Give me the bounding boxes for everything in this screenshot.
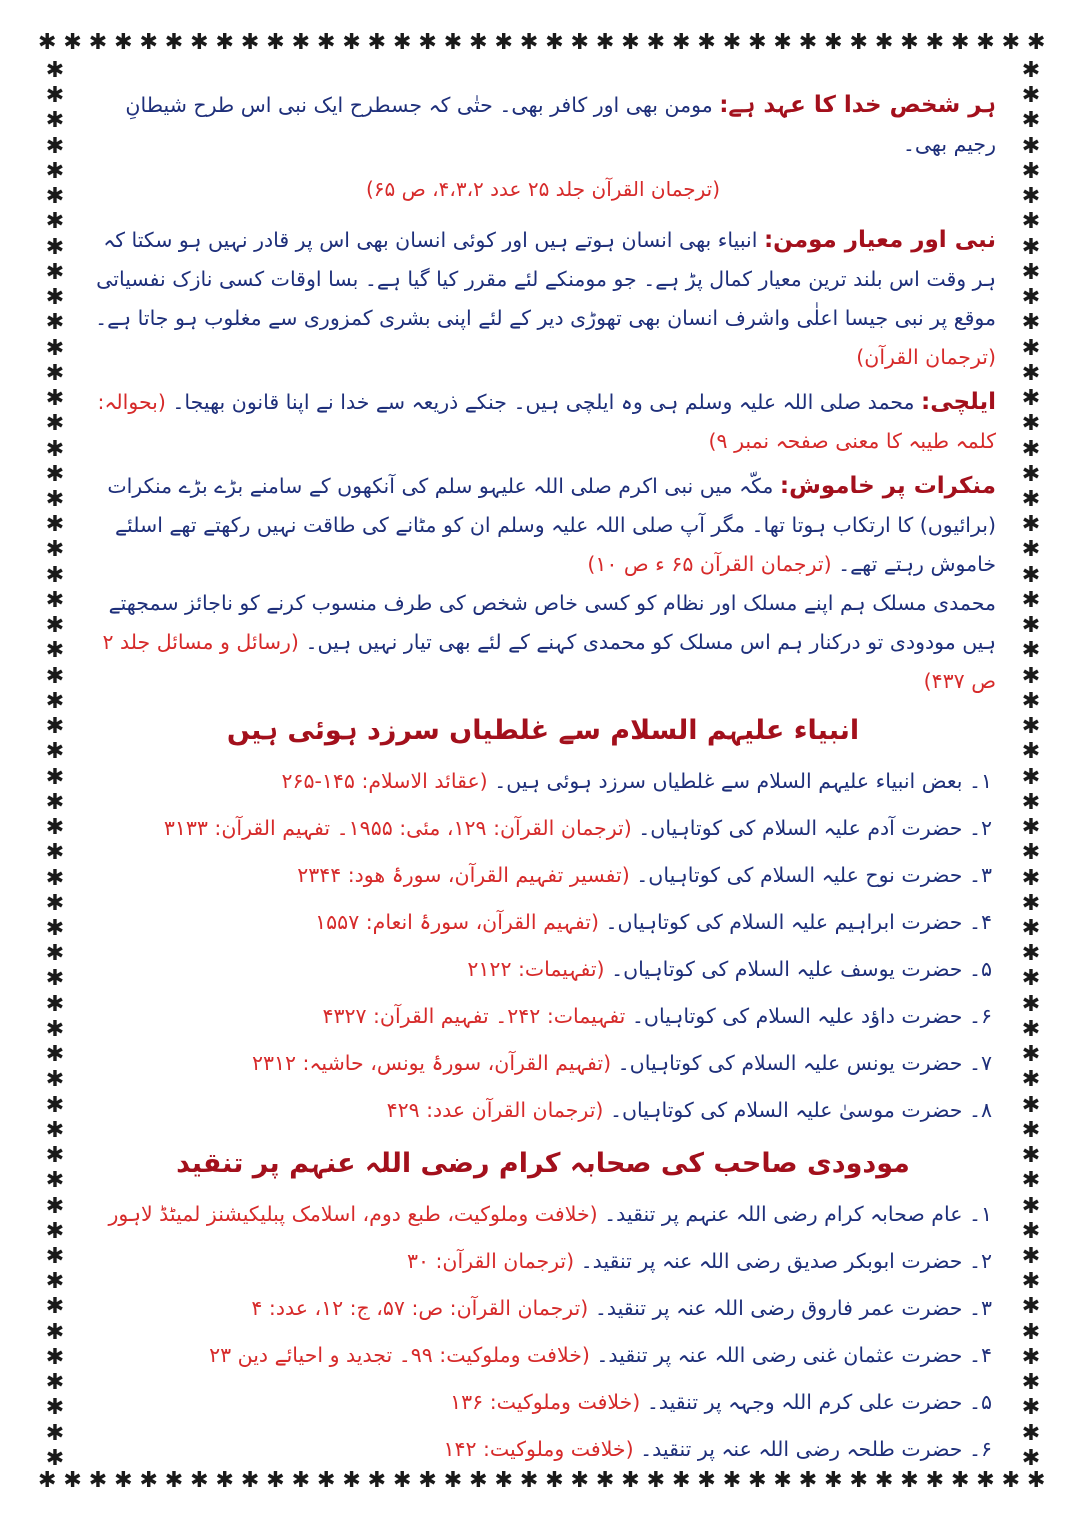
- border-star-icon: ✱: [646, 1468, 666, 1493]
- border-star-icon: ✱: [45, 688, 65, 714]
- border-star-icon: ✱: [114, 1468, 133, 1493]
- border-star-icon: ✱: [950, 1468, 970, 1493]
- border-star-icon: ✱: [570, 30, 589, 55]
- border-star-icon: ✱: [1021, 941, 1041, 967]
- border-star-icon: ✱: [240, 1468, 260, 1493]
- border-star-icon: ✱: [1021, 1016, 1041, 1042]
- paragraph-text: انبیاء بھی انسان ہوتے ہیں اور کوئی انسان بھی اس پر قادر نہیں ہو سکتا کہ ہر وقت اس بلند ترین معیار کمال پڑ ہے۔ جو مومنکے لئے مقرر کیا گیا ہے۔ بسا اوقات کسی نازک نفسیاتی موقع پر نبی جیسا اعلٰی واشرف انسان بھی تھوڑی دیر کے لئے اپنی بشری کمزوری سے مغلوب ہو جاتا ہے۔: [95, 228, 996, 330]
- paragraph-reference: (بحوالہ: کلمہ طیبہ کا معنی صفحہ نمبر ۹): [97, 390, 996, 453]
- border-star-icon: ✱: [1021, 386, 1041, 412]
- border-star-icon: ✱: [1021, 562, 1041, 588]
- border-star-icon: ✱: [1021, 1193, 1041, 1219]
- border-star-icon: ✱: [45, 890, 65, 916]
- item-text: ۷۔ حضرت یونس علیہ السلام کی کوتاہیاں۔: [617, 1051, 992, 1075]
- border-star-icon: ✱: [1021, 915, 1041, 941]
- border-star-icon: ✱: [45, 789, 65, 815]
- border-star-icon: ✱: [722, 1468, 742, 1493]
- border-star-icon: ✱: [621, 1468, 640, 1493]
- border-star-icon: ✱: [45, 335, 65, 361]
- border-star-icon: ✱: [1021, 714, 1041, 740]
- border-star-icon: ✱: [1027, 30, 1046, 55]
- border-star-icon: ✱: [1021, 991, 1041, 1017]
- border-star-icon: ✱: [45, 436, 65, 462]
- border-star-icon: ✱: [1021, 335, 1041, 361]
- border-star-icon: ✱: [45, 1445, 65, 1470]
- border-right: [1016, 60, 1046, 1470]
- border-star-icon: ✱: [1021, 461, 1041, 487]
- border-star-icon: ✱: [1021, 512, 1041, 538]
- border-star-icon: ✱: [45, 587, 65, 613]
- paragraph-heading: ہر شخص خدا کا عہد ہے:: [719, 92, 996, 118]
- border-star-icon: ✱: [190, 30, 209, 55]
- border-star-icon: ✱: [1021, 259, 1041, 285]
- paragraph-reference: (ترجمان القرآن): [856, 345, 996, 369]
- border-star-icon: ✱: [1021, 411, 1041, 437]
- border-star-icon: ✱: [38, 1468, 57, 1493]
- list-item: [90, 1087, 996, 1134]
- border-star-icon: ✱: [114, 30, 133, 55]
- list-item: [90, 1191, 996, 1238]
- border-star-icon: ✱: [1021, 1420, 1041, 1446]
- border-star-icon: ✱: [1021, 1445, 1041, 1470]
- border-star-icon: ✱: [1021, 739, 1041, 765]
- border-star-icon: ✱: [671, 1468, 691, 1493]
- border-star-icon: ✱: [45, 1143, 65, 1169]
- border-star-icon: ✱: [1021, 1319, 1041, 1345]
- list-item: [90, 1332, 996, 1379]
- list-item: [90, 758, 996, 805]
- border-star-icon: ✱: [45, 386, 65, 412]
- border-star-icon: ✱: [45, 60, 65, 83]
- border-star-icon: ✱: [45, 1218, 65, 1244]
- border-star-icon: ✱: [45, 1395, 65, 1421]
- border-star-icon: ✱: [849, 30, 868, 55]
- border-star-icon: ✱: [45, 1117, 65, 1143]
- border-left: [40, 60, 70, 1470]
- border-star-icon: ✱: [266, 1468, 285, 1493]
- border-star-icon: ✱: [900, 30, 919, 55]
- border-star-icon: ✱: [1021, 537, 1041, 563]
- border-star-icon: ✱: [45, 562, 65, 588]
- paragraph-reference: (ترجمان القرآن جلد ۲۵ عدد ۴،۳،۲، ص ۶۵): [365, 177, 721, 201]
- item-text: ۴۔ حضرت عثمان غنی رضی اللہ عنہ پر تنقید۔: [596, 1343, 992, 1367]
- border-star-icon: ✱: [45, 310, 65, 336]
- item-text: ۵۔ حضرت علی کرم اللہ وجہہ پر تنقید۔: [646, 1390, 992, 1414]
- border-star-icon: ✱: [1021, 1168, 1041, 1194]
- border-star-icon: ✱: [367, 30, 387, 55]
- page-content: [90, 86, 996, 1461]
- border-star-icon: ✱: [1021, 1143, 1041, 1169]
- item-text: ۲۔ حضرت آدم علیہ السلام کی کوتاہیاں۔: [638, 816, 992, 840]
- border-star-icon: ✱: [519, 1468, 539, 1493]
- border-star-icon: ✱: [45, 865, 65, 891]
- paragraph-heading: نبی اور معیار مومن:: [763, 227, 996, 253]
- border-star-icon: ✱: [45, 360, 65, 386]
- border-star-icon: ✱: [45, 512, 65, 538]
- item-reference: (خلافت وملوکیت: ۱۳۶: [450, 1390, 641, 1414]
- border-star-icon: ✱: [393, 30, 412, 55]
- border-star-icon: ✱: [45, 537, 65, 563]
- section-title-prophets: انبیاء علیہم السلام سے غلطیاں سرزد ہوئی ہیں: [226, 715, 860, 746]
- list-item: [90, 805, 996, 852]
- border-star-icon: ✱: [291, 30, 311, 55]
- border-star-icon: ✱: [1021, 966, 1041, 992]
- border-star-icon: ✱: [1021, 1117, 1041, 1143]
- border-star-icon: ✱: [849, 1468, 868, 1493]
- border-star-icon: ✱: [1021, 234, 1041, 260]
- list-companions: [90, 1191, 996, 1473]
- paragraph-prophet-standard: [90, 221, 996, 377]
- border-star-icon: ✱: [1021, 840, 1041, 866]
- border-star-icon: ✱: [45, 1244, 65, 1270]
- border-star-icon: ✱: [45, 209, 65, 235]
- border-star-icon: ✱: [1021, 587, 1041, 613]
- border-star-icon: ✱: [45, 1344, 65, 1370]
- border-star-icon: ✱: [45, 714, 65, 740]
- border-star-icon: ✱: [595, 30, 615, 55]
- border-star-icon: ✱: [1021, 83, 1041, 109]
- border-star-icon: ✱: [976, 1468, 995, 1493]
- border-star-icon: ✱: [139, 1468, 158, 1493]
- border-star-icon: ✱: [874, 30, 894, 55]
- paragraph-muhammadi-maslak: [90, 584, 996, 701]
- paragraph-heading: منکرات پر خاموش:: [779, 473, 996, 499]
- list-item: [90, 899, 996, 946]
- border-star-icon: ✱: [570, 1468, 589, 1493]
- list-item: [90, 1040, 996, 1087]
- border-star-icon: ✱: [925, 1468, 945, 1493]
- border-star-icon: ✱: [722, 30, 742, 55]
- border-star-icon: ✱: [215, 1468, 234, 1493]
- border-star-icon: ✱: [418, 1468, 437, 1493]
- border-star-icon: ✱: [595, 1468, 615, 1493]
- border-star-icon: ✱: [748, 1468, 767, 1493]
- paragraph-silence: [90, 467, 996, 584]
- border-star-icon: ✱: [697, 30, 716, 55]
- border-star-icon: ✱: [63, 30, 82, 55]
- item-text: ۱۔ عام صحابہ کرام رضی اللہ عنہم پر تنقید۔: [604, 1202, 992, 1226]
- border-star-icon: ✱: [1021, 1067, 1041, 1093]
- border-star-icon: ✱: [45, 158, 65, 184]
- border-star-icon: ✱: [1021, 158, 1041, 184]
- border-star-icon: ✱: [1021, 1269, 1041, 1295]
- item-reference: (ترجمان القرآن عدد: ۴۲۹: [386, 1098, 604, 1122]
- border-star-icon: ✱: [45, 941, 65, 967]
- border-star-icon: ✱: [45, 1016, 65, 1042]
- border-star-icon: ✱: [646, 30, 666, 55]
- border-star-icon: ✱: [976, 30, 995, 55]
- border-star-icon: ✱: [45, 663, 65, 689]
- border-star-icon: ✱: [215, 30, 234, 55]
- border-star-icon: ✱: [1021, 764, 1041, 790]
- paragraph-every-person: [90, 86, 996, 164]
- border-star-icon: ✱: [266, 30, 285, 55]
- border-star-icon: ✱: [88, 30, 108, 55]
- border-star-icon: ✱: [45, 83, 65, 109]
- border-star-icon: ✱: [671, 30, 691, 55]
- border-star-icon: ✱: [45, 1269, 65, 1295]
- item-text: ۸۔ حضرت موسیٰ علیہ السلام کی کوتاہیاں۔: [609, 1098, 992, 1122]
- border-star-icon: ✱: [1021, 815, 1041, 841]
- border-star-icon: ✱: [45, 840, 65, 866]
- list-item: [90, 1426, 996, 1473]
- border-star-icon: ✱: [45, 764, 65, 790]
- paragraph-text: محمدی مسلک ہم اپنے مسلک اور نظام کو کسی خاص شخص کی طرف منسوب کرنے کو ناجائز سمجھتے ہیں مودودی تو درکنار ہم اس مسلک کو محمدی کہنے کے لئے بھی تیار نہیں ہیں۔: [108, 591, 996, 654]
- item-text: ۵۔ حضرت یوسف علیہ السلام کی کوتاہیاں۔: [611, 957, 992, 981]
- border-star-icon: ✱: [443, 1468, 463, 1493]
- item-reference: (تفسیر تفہیم القرآن، سورۂ ھود: ۲۳۴۴: [297, 863, 630, 887]
- border-star-icon: ✱: [1021, 360, 1041, 386]
- border-star-icon: ✱: [45, 1067, 65, 1093]
- border-star-icon: ✱: [1021, 209, 1041, 235]
- border-star-icon: ✱: [773, 1468, 792, 1493]
- item-reference: (ترجمان القرآن: ۳۰: [406, 1249, 575, 1273]
- item-reference: (تفہیمات: ۲۱۲۲: [467, 957, 605, 981]
- border-star-icon: ✱: [1021, 184, 1041, 210]
- border-star-icon: ✱: [45, 613, 65, 639]
- item-reference: تفہیمات: ۲۴۲۔ تفہیم القرآن: ۴۳۲۷: [322, 1004, 626, 1028]
- list-item: [90, 993, 996, 1040]
- border-star-icon: ✱: [45, 1294, 65, 1320]
- border-star-icon: ✱: [1027, 1468, 1046, 1493]
- border-star-icon: ✱: [443, 30, 463, 55]
- border-star-icon: ✱: [1021, 789, 1041, 815]
- border-star-icon: ✱: [1021, 1294, 1041, 1320]
- border-star-icon: ✱: [1021, 1042, 1041, 1068]
- border-star-icon: ✱: [342, 1468, 361, 1493]
- border-star-icon: ✱: [824, 1468, 843, 1493]
- item-text: ۶۔ حضرت داؤد علیہ السلام کی کوتاہیاں۔: [631, 1004, 992, 1028]
- border-star-icon: ✱: [45, 184, 65, 210]
- border-star-icon: ✱: [1021, 688, 1041, 714]
- border-star-icon: ✱: [45, 1370, 65, 1396]
- list-item: [90, 1285, 996, 1332]
- border-star-icon: ✱: [900, 1468, 919, 1493]
- border-star-icon: ✱: [63, 1468, 82, 1493]
- border-star-icon: ✱: [164, 1468, 184, 1493]
- border-star-icon: ✱: [697, 1468, 716, 1493]
- border-star-icon: ✱: [545, 1468, 564, 1493]
- border-star-icon: ✱: [45, 1420, 65, 1446]
- border-star-icon: ✱: [1021, 890, 1041, 916]
- border-star-icon: ✱: [367, 1468, 387, 1493]
- paragraph-heading: ایلچی:: [921, 389, 996, 415]
- border-star-icon: ✱: [1021, 1244, 1041, 1270]
- border-star-icon: ✱: [45, 411, 65, 437]
- border-star-icon: ✱: [773, 30, 792, 55]
- border-star-icon: ✱: [45, 1319, 65, 1345]
- paragraph-text: مومن بھی اور کافر بھی۔ حتٰی کہ جسطرح ایک نبی اس طرح شیطانِ رجیم بھی۔: [125, 93, 996, 156]
- border-star-icon: ✱: [1001, 30, 1021, 55]
- paragraph-text: مکّہ میں نبی اکرم صلی اللہ علیہو سلم کی آنکھوں کے سامنے بڑے بڑے منکرات (برائیوں) کا ارتکاب ہوتا تھا۔ مگر آپ صلی اللہ علیہ وسلم ان کو مٹانے کی طاقت نہیں رکھتے تھے اسلئے خاموش رہتے تھے۔: [107, 474, 996, 576]
- border-star-icon: ✱: [1021, 1092, 1041, 1118]
- border-star-icon: ✱: [494, 1468, 513, 1493]
- border-star-icon: ✱: [164, 30, 184, 55]
- border-star-icon: ✱: [1021, 133, 1041, 159]
- item-reference: (تفہیم القرآن، سورۂ یونس، حاشیہ: ۲۳۱۲: [251, 1051, 612, 1075]
- border-star-icon: ✱: [1021, 285, 1041, 311]
- border-star-icon: ✱: [45, 1092, 65, 1118]
- border-star-icon: ✱: [240, 30, 260, 55]
- list-item: [90, 852, 996, 899]
- border-star-icon: ✱: [798, 1468, 818, 1493]
- border-star-icon: ✱: [139, 30, 158, 55]
- border-star-icon: ✱: [748, 30, 767, 55]
- border-star-icon: ✱: [469, 1468, 488, 1493]
- border-star-icon: ✱: [1021, 865, 1041, 891]
- border-star-icon: ✱: [342, 30, 361, 55]
- border-star-icon: ✱: [45, 991, 65, 1017]
- border-star-icon: ✱: [1021, 1370, 1041, 1396]
- border-star-icon: ✱: [45, 133, 65, 159]
- border-star-icon: ✱: [1021, 1395, 1041, 1421]
- item-reference: (خلافت وملوکیت: ۱۴۲: [443, 1437, 634, 1461]
- item-reference: (تفہیم القرآن، سورۂ انعام: ۱۵۵۷: [315, 910, 599, 934]
- border-star-icon: ✱: [393, 1468, 412, 1493]
- item-text: ۳۔ حضرت عمر فاروق رضی اللہ عنہ پر تنقید۔: [594, 1296, 992, 1320]
- border-star-icon: ✱: [1021, 60, 1041, 83]
- item-text: ۴۔ حضرت ابراہیم علیہ السلام کی کوتاہیاں۔: [605, 910, 992, 934]
- item-reference: (خلافت وملوکیت، طبع دوم، اسلامک پبلیکیشنز لمیٹڈ لاہور: [108, 1202, 598, 1226]
- border-star-icon: ✱: [316, 30, 336, 55]
- border-star-icon: ✱: [1021, 1344, 1041, 1370]
- border-star-icon: ✱: [45, 915, 65, 941]
- border-star-icon: ✱: [45, 108, 65, 134]
- border-star-icon: ✱: [1021, 613, 1041, 639]
- border-star-icon: ✱: [88, 1468, 108, 1493]
- border-star-icon: ✱: [45, 234, 65, 260]
- border-star-icon: ✱: [45, 461, 65, 487]
- paragraph-messenger: [90, 383, 996, 461]
- border-star-icon: ✱: [1021, 486, 1041, 512]
- border-star-icon: ✱: [545, 30, 564, 55]
- item-text: ۳۔ حضرت نوح علیہ السلام کی کوتاہیاں۔: [636, 863, 992, 887]
- item-reference: (ترجمان القرآن: ۱۲۹، مئی: ۱۹۵۵۔ تفہیم القرآن: ۳۱۳۳: [163, 816, 632, 840]
- border-star-icon: ✱: [1021, 1218, 1041, 1244]
- list-item: [90, 946, 996, 993]
- list-item: [90, 1238, 996, 1285]
- border-star-icon: ✱: [45, 1168, 65, 1194]
- border-star-icon: ✱: [1021, 310, 1041, 336]
- border-star-icon: ✱: [494, 30, 513, 55]
- border-star-icon: ✱: [38, 30, 57, 55]
- item-text: ۲۔ حضرت ابوبکر صدیق رضی اللہ عنہ پر تنقید۔: [580, 1249, 992, 1273]
- paragraph-reference: (ترجمان القرآن ۶۵ ء ص ۱۰): [587, 552, 832, 576]
- border-star-icon: ✱: [1021, 638, 1041, 664]
- border-star-icon: ✱: [45, 815, 65, 841]
- border-star-icon: ✱: [316, 1468, 336, 1493]
- item-reference: (عقائد الاسلام: ۱۴۵-۲۶۵: [281, 769, 488, 793]
- item-text: ۶۔ حضرت طلحہ رضی اللہ عنہ پر تنقید۔: [640, 1437, 992, 1461]
- border-star-icon: ✱: [45, 966, 65, 992]
- border-star-icon: ✱: [519, 30, 539, 55]
- list-item: [90, 1379, 996, 1426]
- border-star-icon: ✱: [1021, 663, 1041, 689]
- item-reference: (خلافت وملوکیت: ۹۹۔ تجدید و احیائے دین ۲۳: [209, 1343, 590, 1367]
- border-star-icon: ✱: [1001, 1468, 1021, 1493]
- border-star-icon: ✱: [874, 1468, 894, 1493]
- paragraph-text: محمد صلی اللہ علیہ وسلم ہی وہ ایلچی ہیں۔ جنکے ذریعہ سے خدا نے اپنا قانون بھیجا۔: [172, 390, 915, 414]
- list-prophets: [90, 758, 996, 1134]
- paragraph-reference: (رسائل و مسائل جلد ۲ ص ۴۳۷): [102, 630, 996, 693]
- border-star-icon: ✱: [798, 30, 818, 55]
- border-star-icon: ✱: [1021, 436, 1041, 462]
- border-star-icon: ✱: [925, 30, 945, 55]
- item-reference: (ترجمان القرآن: ص: ۵۷، ج: ۱۲، عدد: ۴: [251, 1296, 589, 1320]
- border-star-icon: ✱: [45, 1193, 65, 1219]
- border-star-icon: ✱: [190, 1468, 209, 1493]
- border-star-icon: ✱: [45, 259, 65, 285]
- border-star-icon: ✱: [45, 638, 65, 664]
- border-star-icon: ✱: [824, 30, 843, 55]
- border-star-icon: ✱: [621, 30, 640, 55]
- border-top: [38, 28, 1046, 58]
- border-star-icon: ✱: [1021, 108, 1041, 134]
- border-star-icon: ✱: [469, 30, 488, 55]
- border-star-icon: ✱: [45, 486, 65, 512]
- border-star-icon: ✱: [45, 1042, 65, 1068]
- item-text: ۱۔ بعض انبیاء علیہم السلام سے غلطیاں سرزد ہوئی ہیں۔: [494, 769, 992, 793]
- border-star-icon: ✱: [418, 30, 437, 55]
- section-title-companions: مودودی صاحب کی صحابہ کرام رضی اللہ عنہم پر تنقید: [176, 1148, 910, 1179]
- border-star-icon: ✱: [45, 285, 65, 311]
- border-star-icon: ✱: [950, 30, 970, 55]
- border-star-icon: ✱: [45, 739, 65, 765]
- border-star-icon: ✱: [291, 1468, 311, 1493]
